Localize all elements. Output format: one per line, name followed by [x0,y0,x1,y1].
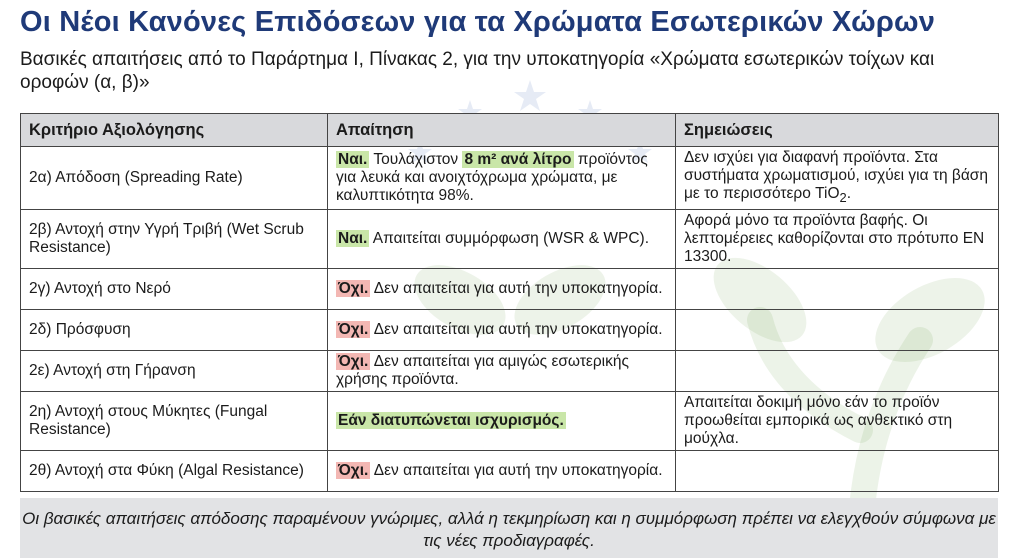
yes-tag: Ναι. [338,230,368,248]
table-row [21,351,999,392]
summary-banner: Οι βασικές απαιτήσεις απόδοσης παραμένουν γνώριμες, αλλά η τεκμηρίωση και η συμμόρφωση πρέπει να ελεγχθούν σύμφωνα με τις νέες προδιαγραφές. [20,498,998,558]
no-tag: Όχι. [338,353,369,371]
notes-cell [676,147,999,210]
requirement-cell [328,210,676,269]
no-tag: Όχι. [338,321,369,339]
requirement-text: Δεν απαιτείται για αμιγώς εσωτερικής χρήσης προϊόντα. [336,353,629,389]
requirement-text: Απαιτείται συμμόρφωση (WSR & WPC). [369,230,649,248]
table-row [21,210,999,269]
criterion-cell: 2δ) Πρόσφυση [21,310,328,351]
requirement-cell [328,269,676,310]
no-tag: Όχι. [338,462,369,480]
criterion-cell: 2β) Αντοχή στην Υγρή Τριβή (Wet Scrub Resistance) [21,210,328,269]
table-row [21,310,999,351]
criterion-cell: 2η) Αντοχή στους Μύκητες (Fungal Resistance) [21,392,328,451]
requirement-cell [328,310,676,351]
table-row [21,451,999,492]
table-row [21,269,999,310]
requirement-highlight: Εάν διατυπώνεται ισχυρισμός. [338,412,564,430]
requirement-text: Τουλάχιστον [369,151,463,169]
requirement-cell [328,147,676,210]
requirements-table [20,113,999,492]
notes-cell [676,351,999,392]
table-row [21,392,999,451]
requirement-highlight: 8 m² ανά λίτρο [464,151,572,169]
requirement-text: Δεν απαιτείται για αυτή την υποκατηγορία. [370,280,663,298]
column-header-notes: Σημειώσεις [676,114,999,147]
notes-cell [676,451,999,492]
notes-cell [676,310,999,351]
requirement-text: προϊόντος για λευκά και ανοιχτόχρωμα χρώματα, με καλυπτικότητα 98%. [336,151,648,205]
page-subtitle: Βασικές απαιτήσεις από το Παράρτημα Ι, Πίνακας 2, για την υποκατηγορία «Χρώματα εσωτερικών τοίχων και οροφών (α, β)» [20,49,935,93]
criterion-cell: 2γ) Αντοχή στο Νερό [21,269,328,310]
notes-text-end: . [846,185,852,202]
notes-cell: Αφορά μόνο τα προϊόντα βαφής. Οι λεπτομέρειες καθορίζονται στο πρότυπο EN 13300. [676,210,999,269]
notes-text: Δεν ισχύει για διαφανή προϊόντα. Στα συστήματα χρωματισμού, ισχύει για τη βάση με το περισσότερο TiO [684,149,988,202]
table-header-row [21,114,999,147]
column-header-requirement: Απαίτηση [328,114,676,147]
no-tag: Όχι. [338,280,369,298]
requirement-cell [328,392,676,451]
yes-tag: Ναι. [338,151,368,169]
requirement-text: Δεν απαιτείται για αυτή την υποκατηγορία. [370,462,663,480]
criterion-cell: 2ε) Αντοχή στη Γήρανση [21,351,328,392]
page-title: Οι Νέοι Κανόνες Επιδόσεων για τα Χρώματα Εσωτερικών Χώρων [20,6,936,38]
requirement-cell [328,351,676,392]
criterion-cell: 2θ) Αντοχή στα Φύκη (Algal Resistance) [21,451,328,492]
column-header-criterion: Κριτήριο Αξιολόγησης [21,114,328,147]
criterion-cell: 2α) Απόδοση (Spreading Rate) [21,147,328,210]
notes-subscript: 2 [839,190,847,206]
table-row [21,147,999,210]
notes-cell [676,269,999,310]
notes-cell: Απαιτείται δοκιμή μόνο εάν το προϊόν προωθείται εμπορικά ως ανθεκτικό στη μούχλα. [676,392,999,451]
requirement-text: Δεν απαιτείται για αυτή την υποκατηγορία. [370,321,663,339]
requirement-cell [328,451,676,492]
